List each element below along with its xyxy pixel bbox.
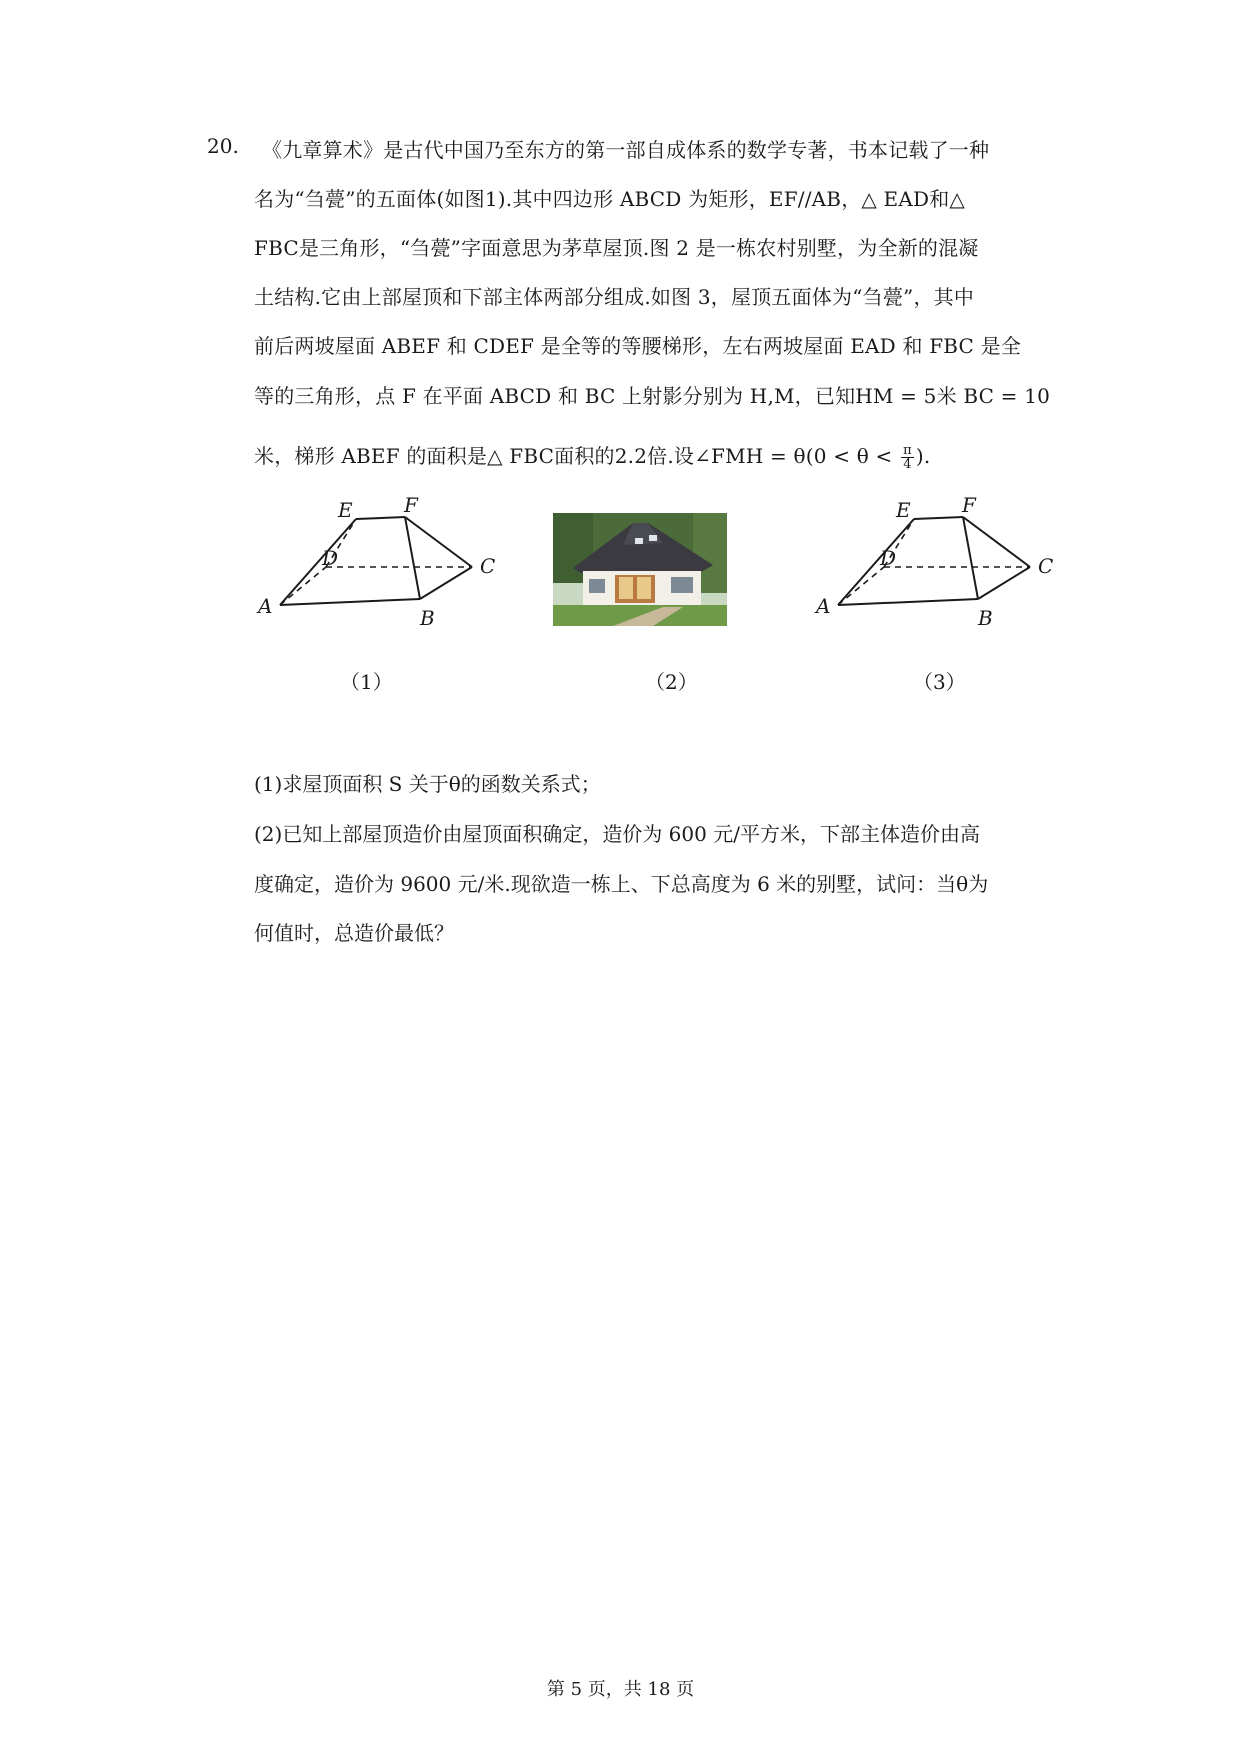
question-line-5: 前后两坡屋面 ABEF 和 CDEF 是全等的等腰梯形，左右两坡屋面 EAD 和 FBC 是全	[254, 334, 1022, 358]
vertex-label-D: D	[322, 546, 339, 570]
vertex-label-F: F	[962, 495, 976, 517]
figure-1-caption: （1）	[340, 670, 393, 694]
subquestion-2-line-1: (2)已知上部屋顶造价由屋顶面积确定，造价为 600 元/平方米，下部主体造价由高	[254, 822, 980, 846]
subquestion-2-line-3: 何值时，总造价最低？	[254, 921, 454, 945]
vertex-label-C: C	[1038, 554, 1054, 578]
page-footer: 第 5 页，共 18 页	[546, 1679, 695, 1700]
question-line-3: FBC是三角形，“刍甍”字面意思为茅草屋顶.图 2 是一栋农村别墅，为全新的混凝	[254, 236, 979, 260]
vertex-label-A: A	[258, 594, 273, 618]
vertex-label-E: E	[896, 498, 911, 522]
fraction-pi-over-4: $\frac{\pi}{4}$	[903, 443, 912, 472]
figure-2-house-photo	[553, 513, 727, 626]
vertex-label-B: B	[978, 606, 993, 630]
question-line-7: 米，梯形 ABEF 的面积是△ FBC面积的2.2倍.设∠FMH = θ(0 < θ < $\frac{\pi}{4}$ ).	[254, 443, 931, 472]
question-line-4: 土结构.它由上部屋顶和下部主体两部分组成.如图 3，屋顶五面体为“刍甍”，其中	[254, 285, 975, 309]
vertex-label-B: B	[420, 606, 435, 630]
figure-2-caption: （2）	[645, 670, 698, 694]
figure-3-caption: （3）	[913, 670, 966, 694]
subquestion-1: (1)求屋顶面积 S 关于θ的函数关系式；	[254, 772, 601, 796]
vertex-label-D: D	[880, 546, 897, 570]
vertex-label-C: C	[480, 554, 496, 578]
figure-3-roof-pentahedron	[808, 495, 1068, 639]
subquestion-2-line-2: 度确定，造价为 9600 元/米.现欲造一栋上、下总高度为 6 米的别墅，试问：当θ为	[254, 872, 989, 896]
question-number: 20.	[207, 134, 239, 158]
vertex-label-A: A	[816, 594, 831, 618]
question-line-6: 等的三角形，点 F 在平面 ABCD 和 BC 上射影分别为 H,M，已知HM = 5米 BC = 10	[254, 384, 1051, 408]
figure-1-pentahedron	[250, 495, 510, 639]
question-line-1: 《九章算术》是古代中国乃至东方的第一部自成体系的数学专著，书本记载了一种	[262, 138, 990, 162]
question-line-2: 名为“刍甍”的五面体(如图1).其中四边形 ABCD 为矩形，EF//AB，△ EAD和△	[254, 187, 965, 211]
vertex-label-F: F	[404, 495, 418, 517]
vertex-label-E: E	[338, 498, 353, 522]
